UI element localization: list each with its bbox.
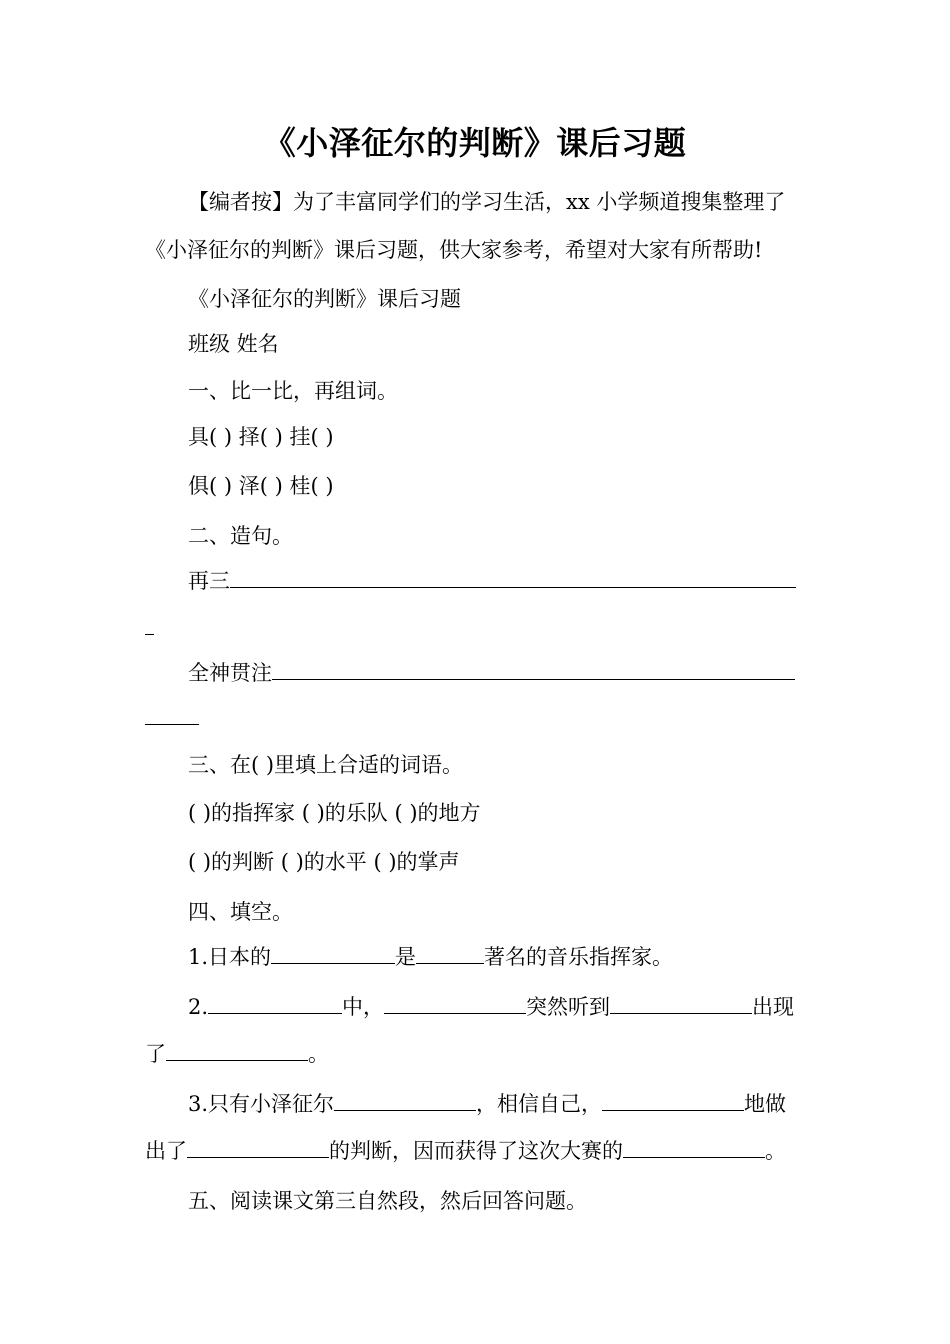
sentence-item-1-continuation — [145, 613, 154, 643]
answer-blank[interactable] — [187, 1137, 329, 1158]
answer-blank[interactable] — [272, 659, 795, 680]
question-text: 突然听到 — [526, 995, 611, 1019]
sentence-item-2 — [188, 658, 795, 688]
answer-blank[interactable] — [384, 993, 526, 1014]
question-text: 3.只有小泽征尔 — [188, 1092, 335, 1116]
sentence-word-1: 再三 — [188, 569, 230, 593]
answer-blank[interactable] — [230, 567, 796, 588]
question-text: 是 — [395, 945, 417, 969]
fill-question-2 — [188, 992, 794, 1022]
section1-heading: 一、比一比，再组词。 — [188, 379, 398, 403]
answer-blank[interactable] — [610, 993, 752, 1014]
question-text: ，相信自己， — [476, 1092, 603, 1116]
section5-heading: 五、阅读课文第三自然段，然后回答问题。 — [188, 1189, 587, 1213]
question-text: 中， — [342, 995, 385, 1019]
answer-blank[interactable] — [208, 993, 342, 1014]
section1-row1: 具( ) 择( ) 挂( ) — [188, 425, 334, 449]
answer-blank[interactable] — [145, 614, 154, 635]
section3-row1: ( )的指挥家 ( )的乐队 ( )的地方 — [188, 801, 481, 825]
fill-question-2-continuation — [145, 1039, 329, 1069]
answer-blank[interactable] — [623, 1137, 765, 1158]
question-text: 的判断，因而获得了这次大赛的 — [329, 1139, 623, 1163]
class-name-line: 班级 姓名 — [188, 332, 279, 356]
section2-heading: 二、造句。 — [188, 524, 293, 548]
question-text: 。 — [308, 1042, 329, 1066]
answer-blank[interactable] — [166, 1040, 308, 1061]
sentence-word-2: 全神贯注 — [188, 661, 272, 685]
question-text: 出现 — [752, 995, 795, 1019]
question-text: 2. — [188, 995, 209, 1019]
sentence-item-1 — [188, 566, 796, 596]
section1-row2: 俱( ) 泽( ) 桂( ) — [188, 474, 334, 498]
section3-heading: 三、在( )里填上合适的词语。 — [188, 753, 464, 777]
question-text: 。 — [765, 1139, 786, 1163]
subtitle: 《小泽征尔的判断》课后习题 — [188, 287, 461, 311]
answer-blank[interactable] — [271, 943, 395, 964]
question-text: 地做 — [744, 1092, 787, 1116]
intro-line-1: 【编者按】为了丰富同学们的学习生活，xx 小学频道搜集整理了 — [188, 190, 786, 214]
fill-question-1 — [188, 942, 673, 972]
question-text: 了 — [145, 1042, 166, 1066]
question-text: 出了 — [145, 1139, 187, 1163]
section4-heading: 四、填空。 — [188, 900, 293, 924]
fill-question-3 — [188, 1089, 786, 1119]
answer-blank[interactable] — [416, 943, 484, 964]
sentence-item-2-continuation — [145, 703, 199, 733]
answer-blank[interactable] — [602, 1090, 744, 1111]
intro-line-2: 《小泽征尔的判断》课后习题，供大家参考，希望对大家有所帮助! — [145, 238, 763, 262]
document-title: 《小泽征尔的判断》课后习题 — [263, 124, 687, 162]
section3-row2: ( )的判断 ( )的水平 ( )的掌声 — [188, 850, 460, 874]
question-text: 1.日本的 — [188, 945, 272, 969]
answer-blank[interactable] — [145, 704, 199, 725]
question-text: 著名的音乐指挥家。 — [484, 945, 674, 969]
answer-blank[interactable] — [334, 1090, 476, 1111]
fill-question-3-continuation — [145, 1136, 786, 1166]
